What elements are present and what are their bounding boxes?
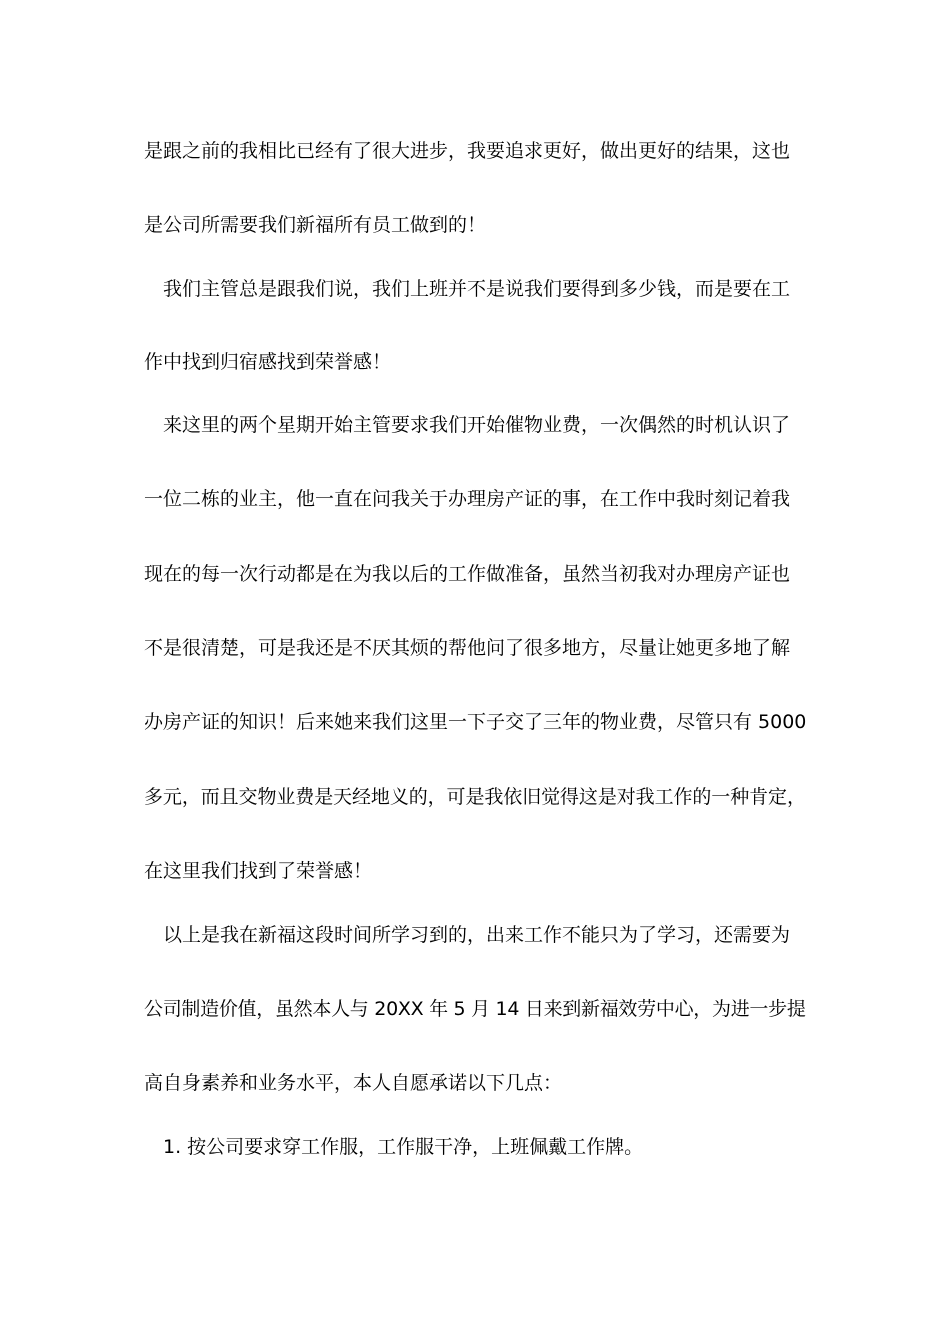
text-line: 是公司所需要我们新福所有员工做到的！: [144, 214, 487, 236]
text-line: 一位二栋的业主，他一直在问我关于办理房产证的事，在工作中我时刻记着我: [144, 488, 791, 510]
text-line: 是跟之前的我相比已经有了很大进步，我要追求更好，做出更好的结果，这也: [144, 140, 791, 162]
paragraph-start-line: 以上是我在新福这段时间所学习到的，出来工作不能只为了学习，还需要为: [163, 924, 791, 946]
text-line: 高自身素养和业务水平，本人自愿承诺以下几点：: [144, 1072, 563, 1094]
paragraph-start-line: 来这里的两个星期开始主管要求我们开始催物业费，一次偶然的时机认识了: [163, 414, 791, 436]
text-line: 不是很清楚，可是我还是不厌其烦的帮他问了很多地方，尽量让她更多地了解: [144, 637, 791, 659]
list-item: 1. 按公司要求穿工作服，工作服干净，上班佩戴工作牌。: [163, 1136, 644, 1158]
text-line: 公司制造价值，虽然本人与 20XX 年 5 月 14 日来到新福效劳中心，为进一步提: [144, 998, 806, 1020]
text-line: 办房产证的知识！后来她来我们这里一下子交了三年的物业费，尽管只有 5000: [144, 711, 807, 733]
paragraph-start-line: 我们主管总是跟我们说，我们上班并不是说我们要得到多少钱，而是要在工: [163, 278, 791, 300]
text-line: 在这里我们找到了荣誉感！: [144, 860, 373, 882]
text-line: 现在的每一次行动都是在为我以后的工作做准备，虽然当初我对办理房产证也: [144, 563, 791, 585]
text-line: 多元，而且交物业费是天经地义的，可是我依旧觉得这是对我工作的一种肯定，: [144, 786, 806, 808]
text-line: 作中找到归宿感找到荣誉感！: [144, 351, 392, 373]
